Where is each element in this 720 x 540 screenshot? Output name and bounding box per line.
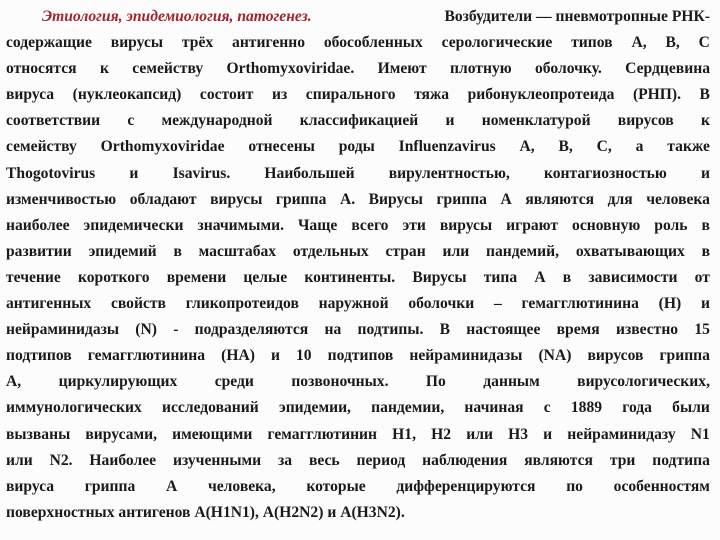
- word: вируса: [6, 477, 55, 495]
- word: целые: [243, 268, 288, 286]
- word: А,: [519, 138, 535, 156]
- word: циркулирующих: [58, 373, 178, 391]
- word: масштабах: [198, 242, 277, 260]
- word: оболочку.: [535, 60, 602, 78]
- word: для: [607, 190, 633, 208]
- word: рибонуклеопротеида: [467, 86, 615, 104]
- word: или: [442, 242, 470, 260]
- paragraph: [6, 8, 710, 530]
- word: нейраминидазы: [409, 347, 523, 365]
- word: классификацией: [299, 112, 419, 130]
- word: гемагглютинина: [87, 347, 206, 365]
- word: относятся: [6, 60, 77, 78]
- text-line: [6, 399, 710, 425]
- word: позвоночных.: [291, 373, 389, 391]
- word: отнесены: [248, 138, 315, 156]
- word: пандемии,: [371, 399, 445, 417]
- text-line: [6, 8, 710, 34]
- word: 15: [694, 321, 710, 339]
- word: иммунологических: [6, 399, 142, 417]
- text-line: [6, 295, 710, 321]
- word: (NA): [538, 347, 572, 365]
- word: С: [698, 34, 710, 52]
- word: гриппа: [436, 190, 487, 208]
- word: А: [534, 268, 546, 286]
- word: известно: [615, 321, 679, 339]
- word: или: [6, 451, 33, 469]
- word: дифференцируются: [396, 477, 536, 495]
- word: свойств: [110, 295, 166, 313]
- word: гликопротеидов: [185, 295, 299, 313]
- word: начиная: [464, 399, 524, 417]
- text-line: [6, 504, 710, 530]
- word: -: [173, 321, 179, 339]
- word: спирального: [305, 86, 396, 104]
- word: отдельных: [292, 242, 369, 260]
- word: антигенных: [6, 295, 92, 313]
- word: Вирусы: [368, 190, 423, 208]
- word: года: [622, 399, 652, 417]
- word: вирусами,: [85, 425, 157, 443]
- word: которые: [306, 477, 366, 495]
- word: роды: [338, 138, 375, 156]
- word: охватывающих: [575, 242, 685, 260]
- word: имеющими: [172, 425, 253, 443]
- word: в: [701, 242, 710, 260]
- text-line: [6, 426, 710, 452]
- word: континенты.: [304, 268, 396, 286]
- word: значимыми.: [197, 216, 284, 234]
- word: вирусологических,: [577, 373, 710, 391]
- word: Чаще: [297, 216, 338, 234]
- word: Influenzavirus: [398, 138, 496, 156]
- word: были: [672, 399, 710, 417]
- word: подтипа: [652, 451, 710, 469]
- word: В: [699, 86, 710, 104]
- word: на: [324, 321, 342, 339]
- word: (НА): [221, 347, 255, 365]
- word: (РНП).: [632, 86, 682, 104]
- word: семейству: [132, 60, 204, 78]
- word: нейраминидазы: [6, 321, 120, 339]
- word: подразделяются: [194, 321, 309, 339]
- text-line: [6, 478, 710, 504]
- word: обладают: [129, 190, 197, 208]
- word: от: [694, 268, 710, 286]
- word: гемагглютинина: [521, 295, 639, 313]
- word: подтипов: [6, 347, 72, 365]
- word: типов: [571, 34, 613, 52]
- word: номенклатурой: [481, 112, 591, 130]
- word: содержащие: [6, 34, 92, 52]
- word: короткого: [77, 268, 150, 286]
- word: эти: [402, 216, 426, 234]
- word: Имеют: [377, 60, 427, 78]
- text-line: [6, 34, 710, 60]
- word: эпидемии,: [278, 399, 351, 417]
- word: Н2: [431, 425, 452, 443]
- text-line: [6, 165, 710, 191]
- word: А: [500, 190, 512, 208]
- word: гемагглютинин: [267, 425, 378, 443]
- word: международной: [161, 112, 273, 130]
- word: типа: [483, 268, 518, 286]
- word: времени: [166, 268, 227, 286]
- word: семейству: [6, 138, 77, 156]
- word: особенностям: [613, 477, 710, 495]
- word: Orthomyxoviridae: [100, 138, 225, 156]
- word: Наибольшей: [264, 164, 355, 182]
- word: наблюдения: [422, 451, 508, 469]
- word: период: [356, 451, 406, 469]
- word: являются: [525, 190, 595, 208]
- word: и: [543, 425, 553, 443]
- word: данным: [483, 373, 540, 391]
- text-line: [6, 269, 710, 295]
- word: Н1,: [392, 425, 416, 443]
- word: Наиболее: [89, 451, 157, 469]
- word: по: [566, 477, 583, 495]
- word: антигенно: [232, 34, 306, 52]
- word: вируса: [6, 86, 55, 104]
- word: время: [556, 321, 600, 339]
- word: играют: [506, 216, 559, 234]
- word: нейраминидазу: [567, 425, 676, 443]
- text-line-content: поверхностных антигенов А(Н1N1), А(Н2N2) и А(Н3N2).: [6, 503, 405, 521]
- word: тяжа: [414, 86, 450, 104]
- word: гриппа: [659, 347, 710, 365]
- word: подтипов: [327, 347, 394, 365]
- text-line: [6, 321, 710, 347]
- word: и: [129, 164, 139, 182]
- word: Thogotovirus: [6, 164, 96, 182]
- word: А: [166, 477, 178, 495]
- word: Сердцевина: [625, 60, 710, 78]
- word: трёх: [181, 34, 214, 52]
- text-line: [6, 138, 710, 164]
- word: N1: [690, 425, 710, 443]
- word: Н3: [508, 425, 529, 443]
- text-line: [6, 112, 710, 138]
- text-line: [6, 373, 710, 399]
- word: подтипы.: [357, 321, 424, 339]
- word: или: [466, 425, 493, 443]
- word: стран: [385, 242, 426, 260]
- word: –: [493, 295, 502, 313]
- word: основную: [572, 216, 641, 234]
- text-line: [6, 191, 710, 217]
- word: состоит: [199, 86, 254, 104]
- word: всего: [351, 216, 389, 234]
- word: По: [425, 373, 446, 391]
- word: весь: [308, 451, 340, 469]
- word: N2.: [49, 451, 73, 469]
- word: с: [127, 112, 135, 130]
- word: серологические: [441, 34, 553, 52]
- word: зависимости: [588, 268, 678, 286]
- word: оболочки: [408, 295, 475, 313]
- word: вирусы: [110, 34, 164, 52]
- word: В,: [558, 138, 573, 156]
- word: вирусов: [587, 347, 644, 365]
- word: исследований: [162, 399, 259, 417]
- section-heading: Этиология, эпидемиология, патогенез.: [42, 8, 312, 25]
- word: пандемий,: [485, 242, 560, 260]
- word: настоящее: [466, 321, 541, 339]
- text-line-content: Возбудители — пневмотропные РНК-: [444, 8, 710, 25]
- word: эпидемий: [88, 242, 157, 260]
- word: в: [562, 268, 572, 286]
- word: три: [609, 451, 636, 469]
- text-line: [6, 243, 710, 269]
- word: к: [700, 112, 710, 130]
- word: являются: [524, 451, 593, 469]
- word: контагиозностью: [543, 164, 667, 182]
- word: вирусов: [617, 112, 674, 130]
- word: обособленных: [323, 34, 423, 52]
- word: вирусы: [210, 190, 263, 208]
- word: изменчивостью: [6, 190, 117, 208]
- word: в: [701, 216, 710, 234]
- text-line: [6, 452, 710, 478]
- word: эпидемически: [83, 216, 184, 234]
- word: вирулентностью,: [388, 164, 510, 182]
- word: с: [543, 399, 551, 417]
- word: (нуклеокапсид): [72, 86, 182, 104]
- word: роль: [654, 216, 688, 234]
- word: вызваны: [6, 425, 71, 443]
- word: А,: [6, 373, 22, 391]
- word: наиболее: [6, 216, 70, 234]
- word: (N): [135, 321, 157, 339]
- word: изученными: [172, 451, 262, 469]
- word: и: [700, 295, 710, 313]
- word: развитии: [6, 242, 72, 260]
- word: 1889: [570, 399, 603, 417]
- word: за: [278, 451, 293, 469]
- word: также: [667, 138, 710, 156]
- word: в: [173, 242, 182, 260]
- word: и: [445, 112, 455, 130]
- word: Вирусы: [412, 268, 467, 286]
- word: среди: [214, 373, 254, 391]
- word: из: [272, 86, 288, 104]
- text-line: [6, 86, 710, 112]
- text-line: [6, 60, 710, 86]
- word: Isavirus.: [172, 164, 231, 182]
- word: вирусы: [439, 216, 493, 234]
- word: человека,: [207, 477, 276, 495]
- word: человека: [646, 190, 710, 208]
- word: В,: [665, 34, 680, 52]
- word: а: [635, 138, 644, 156]
- word: гриппа: [275, 190, 327, 208]
- word: В: [439, 321, 451, 339]
- word: 10: [296, 347, 312, 365]
- word: наружной: [318, 295, 389, 313]
- word: и: [700, 164, 710, 182]
- word: А.: [339, 190, 356, 208]
- word: соответствии: [6, 112, 101, 130]
- word: и: [270, 347, 280, 365]
- word: гриппа: [84, 477, 136, 495]
- word: течение: [6, 268, 61, 286]
- text-line: [6, 347, 710, 373]
- text-line: [6, 217, 710, 243]
- word: С,: [596, 138, 612, 156]
- word: Orthomyxoviridae.: [226, 60, 355, 78]
- word: А,: [631, 34, 647, 52]
- word: (Н): [658, 295, 682, 313]
- word: к: [99, 60, 109, 78]
- word: плотную: [449, 60, 512, 78]
